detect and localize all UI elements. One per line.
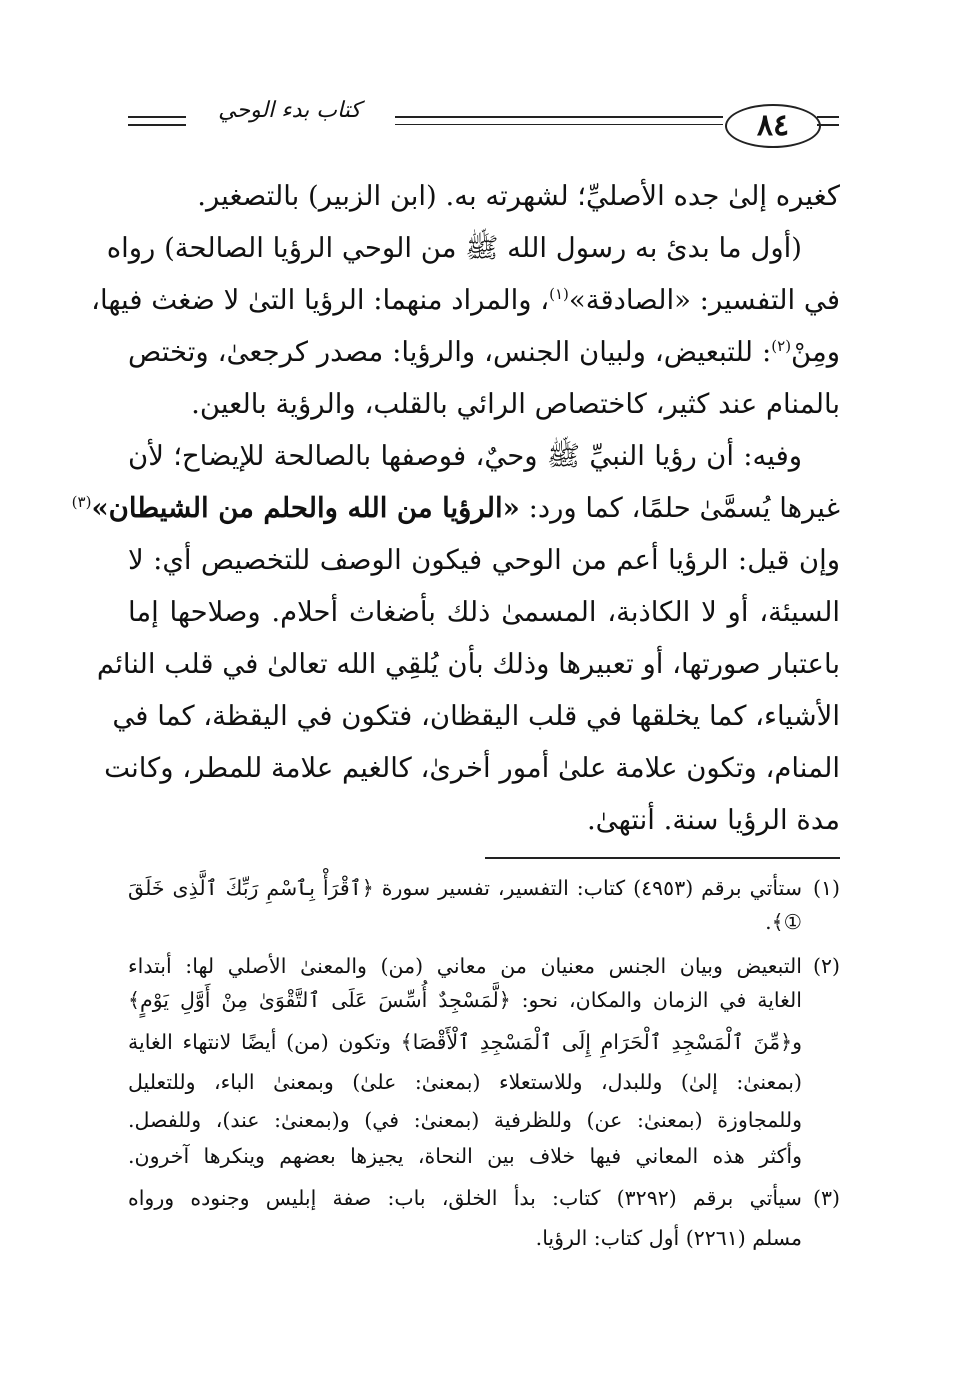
page-number: ٨٤ <box>725 104 821 148</box>
header-rule-middle-2 <box>395 124 723 125</box>
body-line-12: المنام، وتكون علامة علىٰ أمور أخرىٰ، كالغيم علامة للمطر، وكانت <box>104 752 840 784</box>
footnote-1-line-1: ستأتي برقم (٤٩٥٣) كتاب: التفسير، تفسير سورة ﴿ٱقْرَأْ بِٱسْمِ رَبِّكَ ٱلَّذِى خَلَقَ <box>128 876 802 900</box>
footnote-3-number: (٣) <box>812 1186 840 1210</box>
header-rule-left-2 <box>128 124 186 126</box>
footnote-3-line-2: مسلم (٢٢٦١) أول كتاب: الرؤيا. <box>535 1226 802 1250</box>
footnote-2-line-4: (بمعنىٰ: إلىٰ) وللبدل، وللاستعلاء (بمعنىٰ: علىٰ) وبمعنىٰ الباء، وللتعليل <box>128 1070 802 1094</box>
header-rule-left <box>128 116 186 118</box>
footnote-separator <box>485 857 840 859</box>
footnote-1-line-2: ①﴾. <box>765 910 802 934</box>
footnote-ref-2: (٢) <box>771 336 792 355</box>
footnote-2-line-6: وأكثر هذه المعاني فيها خلاف بين النحاة، يجيزها بعضهم وينكرها آخرون. <box>128 1144 802 1168</box>
body-line-4 <box>128 324 840 380</box>
hadith-quote: «الرؤيا من الله والحلم من الشيطان» <box>91 492 520 524</box>
footnote-2-line-3: و﴿مِّنَ ٱلْمَسْجِدِ ٱلْحَرَامِ إِلَى ٱلْمَسْجِدِ ٱلْأَقْصَا﴾ وتكون (من) أيضًا لانتهاء الغاية <box>128 1030 802 1054</box>
body-line-2: (أول ما بدئ به رسول الله ﷺ من الوحي الرؤيا الصالحة) رواه <box>106 232 802 264</box>
body-line-3 <box>91 272 840 328</box>
header-rule-right <box>817 116 839 118</box>
footnote-3-line-1: سيأتي برقم (٣٢٩٢) كتاب: بدأ الخلق، باب: صفة إبليس وجنوده ورواه <box>128 1186 802 1210</box>
footnote-ref-3: (٣) <box>71 492 92 511</box>
header-rule-middle <box>395 116 723 118</box>
body-line-4-rest: : للتبعيض، ولبيان الجنس، والرؤيا: مصدر كرجعىٰ، وتختص <box>128 336 772 368</box>
running-title: كتاب بدء الوحي <box>218 98 361 123</box>
footnote-ref-1: (١) <box>549 284 569 303</box>
body-line-10: باعتبار صورتها، أو تعبيرها وذلك بأن يُلقِي الله تعالىٰ في قلب النائم <box>96 648 840 680</box>
footnote-2-number: (٢) <box>812 954 840 978</box>
body-line-7 <box>71 480 840 536</box>
body-line-8: وإن قيل: الرؤيا أعم من الوحي فيكون الوصف للتخصيص أي: لا <box>128 544 840 576</box>
footnote-2-line-1: التبعيض وبيان الجنس معنيان من معاني (من) والمعنىٰ الأصلي لها: أبتداء <box>128 954 802 978</box>
body-line-1: كغيره إلىٰ جده الأصليِّ؛ لشهرته به. (ابن الزبير) بالتصغير. <box>197 180 840 212</box>
body-line-11: الأشياء، كما يخلقها في قلب اليقظان، فتكون في اليقظة، كما في <box>112 700 840 732</box>
body-line-13: مدة الرؤيا سنة. أنتهىٰ. <box>586 804 840 836</box>
body-line-6: وفيه: أن رؤيا النبيِّ ﷺ وحيٌ، فوصفها بالصالحة للإيضاح؛ لأن <box>128 440 802 472</box>
body-line-4-start: ومِنْ <box>791 336 840 368</box>
footnote-1-number: (١) <box>812 876 840 900</box>
body-line-3-start: في التفسير: «الصادقة» <box>568 284 840 316</box>
footnote-2-line-2: الغاية في الزمان والمكان، نحو: ﴿لَّمَسْجِدٌ أُسِّسَ عَلَى ٱلتَّقْوَىٰ مِنْ أَوَّلِ يَوْمٍ﴾ <box>128 988 802 1012</box>
body-line-3-rest: ، والمراد منهما: الرؤيا التىٰ لا ضغث فيها، <box>91 284 550 316</box>
body-line-7-start: غيرها يُسمَّىٰ حلمًا، كما ورد: <box>519 492 840 524</box>
footnote-2-line-5: وللمجاوزة (بمعنىٰ: عن) وللظرفية (بمعنىٰ: في) و(بمعنىٰ: عند)، وللفصل. <box>128 1108 802 1132</box>
body-line-9: السيئة، أو لا الكاذبة، المسمىٰ ذلك بأضغاث أحلام. وصلاحها إما <box>128 596 840 628</box>
body-line-5: بالمنام عند كثير، كاختصاص الرائي بالقلب، والرؤية بالعين. <box>191 388 840 420</box>
